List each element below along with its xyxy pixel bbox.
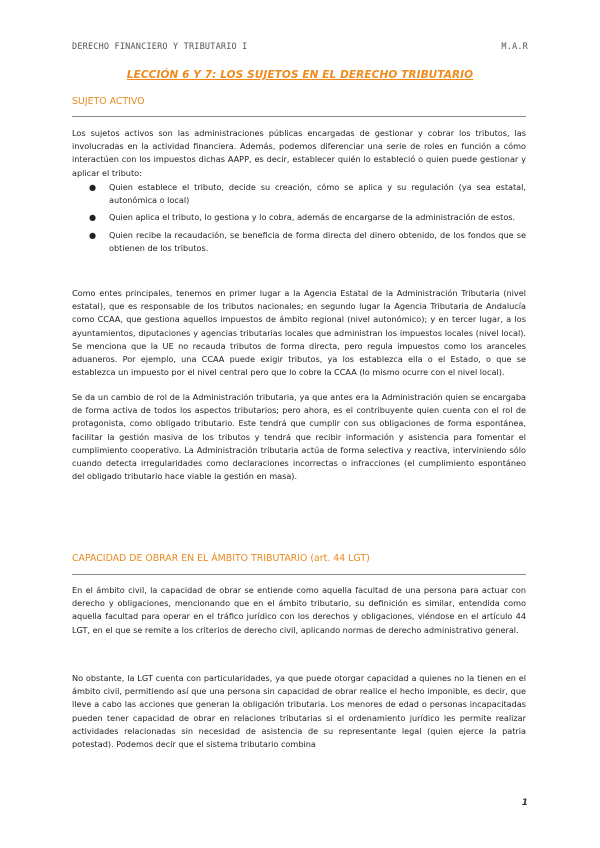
bullet-icon: ● — [89, 212, 97, 223]
page-title: LECCIÓN 6 Y 7: LOS SUJETOS EN EL DERECHO TRIBUTARIO — [126, 69, 474, 81]
paragraph-cambio-rol: Se da un cambio de rol de la Administración tributaria, ya que antes era la Administración quien se encargaba de forma activa de todos los aspectos tributarios; pero ahora, es el contribuyente quien cuenta con el rol de protagonista, como obligado tributario. Este tendrá que cumplir con sus obligaciones de forma espontánea, facilitar la gestión masiva de los tributos y tendrá que recibir información y asistencia para fomentar el cumplimiento cooperativo. La Administración tributaria actúa de forma selectiva y reactiva, interviniendo sólo cuando detecta irregularidades como declaraciones incorrectas o infracciones (el cumplimiento espontáneo del obligado tributario hace viable la gestión en masa). — [72, 392, 526, 482]
list-item: ● Quien recibe la recaudación, se beneficia de forma directa del dinero obtenido, de los fondos que se obtienen de los tributos. — [89, 229, 526, 253]
section-heading-capacidad-obrar: CAPACIDAD DE OBRAR EN EL ÁMBITO TRIBUTARIO (art. 44 LGT) — [72, 553, 370, 564]
page-number: 1 — [521, 798, 528, 808]
running-header-author: M.A.R — [501, 42, 528, 52]
bullet-icon: ● — [89, 182, 97, 192]
paragraph-particularidades: No obstante, la LGT cuenta con particularidades, ya que puede otorgar capacidad a quienes no la tienen en el ámbito civil, permitiendo así que una persona sin capacidad de obrar realice el hecho imponible, es decir, que lleve a cabo las acciones que generan la obligación tributaria. Los menores de edad o personas incapacitadas pueden tener capacidad de obrar en relaciones tributarias si el ordenamiento jurídico les permite realizar actividades relacionadas sin necesidad de asistencia de su representante legal (quien ejerce la patria potestad). Podemos decir que el sistema tributario combina — [72, 673, 526, 750]
section-divider — [72, 116, 526, 117]
paragraph-intro: Los sujetos activos son las administraciones públicas encargadas de gestionar y cobrar los tributos, las involucradas en la actividad financiera. Además, podemos diferenciar una serie de roles en función a cómo interactúen con los impuestos dichas AAPP, es decir, establecer quién lo estableció o quien puede gestionar y aplicar el tributo: — [72, 128, 526, 178]
bullet-icon: ● — [89, 229, 97, 240]
section-heading-sujeto-activo: SUJETO ACTIVO — [72, 96, 145, 107]
roles-list — [72, 181, 526, 259]
paragraph-entes-principales: Como entes principales, tenemos en primer lugar a la Agencia Estatal de la Administración Tributaria (nivel estatal), que es responsable de los tributos nacionales; en segundo lugar la Agencia Tributaria de Andalucía como CCAA, que gestiona aquellos impuestos de ámbito regional (nivel autonómico); y en tercer lugar, a los ayuntamientos, diputaciones y agencias tributarias locales que administran los impuestos locales (nivel local). Se menciona que la UE no recauda tributos de forma directa, pero regula impuestos como los aranceles aduaneros. Por ejemplo, una CCAA puede exigir tributos, ya los establezca ella o el Estado, o que se establezca un impuesto por el nivel central pero que lo cobre la CCAA (lo mismo ocurre con el nivel local). — [72, 288, 526, 378]
running-header-course: DERECHO FINANCIERO Y TRIBUTARIO I — [72, 42, 248, 52]
section-divider — [72, 574, 526, 575]
list-item: ● Quien establece el tributo, decide su creación, cómo se aplica y su regulación (ya sea estatal, autonómica o local) — [89, 182, 526, 206]
list-item: ● Quien aplica el tributo, lo gestiona y lo cobra, además de encargarse de la administración de estos. — [72, 211, 526, 224]
paragraph-capacidad-civil: En el ámbito civil, la capacidad de obrar se entiende como aquella facultad de una persona para actuar con derecho y obligaciones, mencionando que en el ámbito tributario, su definición es similar, entendida como aquella facultad para operar en el tráfico jurídico con los derechos y obligaciones, viéndose en el artículo 44 LGT, en el que se remite a los criterios de derecho civil, aplicando normas de derecho administrativo general. — [72, 585, 526, 635]
